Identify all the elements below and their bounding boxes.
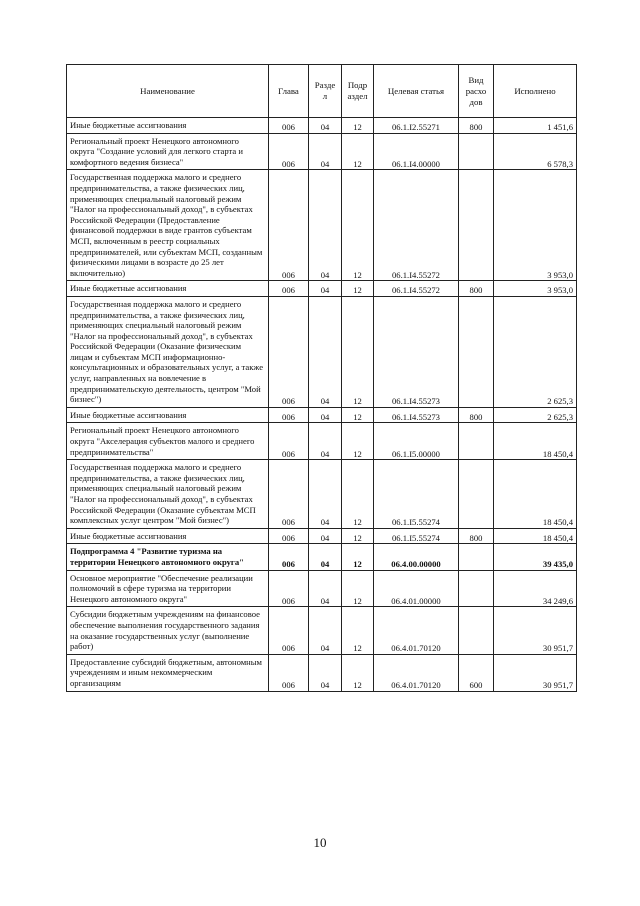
cell-executed: 39 435,0 <box>494 544 577 570</box>
budget-table <box>66 64 577 692</box>
table-row <box>67 570 577 607</box>
cell-target: 06.1.I5.55274 <box>374 460 459 529</box>
table-row <box>67 296 577 407</box>
cell-section: 04 <box>309 570 342 607</box>
cell-subsection: 12 <box>342 407 374 423</box>
cell-executed: 30 951,7 <box>494 654 577 691</box>
table-row <box>67 607 577 654</box>
cell-expense-type <box>459 133 494 170</box>
header-name: Наименование <box>67 65 269 118</box>
cell-chapter: 006 <box>269 423 309 460</box>
cell-subsection: 12 <box>342 654 374 691</box>
cell-target: 06.1.I4.00000 <box>374 133 459 170</box>
cell-expense-type <box>459 607 494 654</box>
cell-name: Региональный проект Ненецкого автономного округа "Акселерация субъектов малого и среднего предпринимательства" <box>67 423 269 460</box>
cell-subsection: 12 <box>342 607 374 654</box>
cell-chapter: 006 <box>269 544 309 570</box>
cell-target: 06.1.I4.55273 <box>374 407 459 423</box>
table-row <box>67 654 577 691</box>
cell-expense-type <box>459 170 494 281</box>
cell-target: 06.1.I5.55274 <box>374 528 459 544</box>
header-section: Разде л <box>309 65 342 118</box>
cell-subsection: 12 <box>342 544 374 570</box>
cell-section: 04 <box>309 118 342 134</box>
cell-chapter: 006 <box>269 607 309 654</box>
cell-section: 04 <box>309 528 342 544</box>
table-row <box>67 281 577 297</box>
cell-executed: 18 450,4 <box>494 460 577 529</box>
cell-name: Иные бюджетные ассигнования <box>67 407 269 423</box>
cell-section: 04 <box>309 654 342 691</box>
cell-name: Государственная поддержка малого и среднего предпринимательства, а также физических лиц, применяющих специальный налоговый режим "Налог на профессиональный доход", в субъектах Российской Федерации (Оказание субъектам МСП комплексных услуг центром "Мой бизнес") <box>67 460 269 529</box>
cell-name: Предоставление субсидий бюджетным, автономным учреждениям и иным некоммерческим организациям <box>67 654 269 691</box>
cell-section: 04 <box>309 423 342 460</box>
cell-expense-type: 800 <box>459 118 494 134</box>
cell-section: 04 <box>309 544 342 570</box>
cell-executed: 30 951,7 <box>494 607 577 654</box>
cell-target: 06.4.00.00000 <box>374 544 459 570</box>
cell-chapter: 006 <box>269 170 309 281</box>
header-target: Целевая статья <box>374 65 459 118</box>
cell-subsection: 12 <box>342 281 374 297</box>
cell-expense-type <box>459 570 494 607</box>
cell-name: Иные бюджетные ассигнования <box>67 281 269 297</box>
cell-executed: 3 953,0 <box>494 170 577 281</box>
cell-section: 04 <box>309 281 342 297</box>
cell-chapter: 006 <box>269 133 309 170</box>
cell-expense-type: 800 <box>459 407 494 423</box>
cell-subsection: 12 <box>342 296 374 407</box>
page-number: 10 <box>313 835 327 850</box>
cell-expense-type <box>459 460 494 529</box>
cell-executed: 34 249,6 <box>494 570 577 607</box>
cell-section: 04 <box>309 407 342 423</box>
cell-chapter: 006 <box>269 118 309 134</box>
cell-chapter: 006 <box>269 570 309 607</box>
cell-subsection: 12 <box>342 118 374 134</box>
cell-subsection: 12 <box>342 570 374 607</box>
cell-expense-type: 800 <box>459 281 494 297</box>
header-executed: Исполнено <box>494 65 577 118</box>
cell-target: 06.1.I4.55272 <box>374 281 459 297</box>
cell-target: 06.4.01.70120 <box>374 654 459 691</box>
cell-subsection: 12 <box>342 133 374 170</box>
table-row <box>67 133 577 170</box>
cell-name: Региональный проект Ненецкого автономного округа "Создание условий для легкого старта и комфортного ведения бизнеса" <box>67 133 269 170</box>
header-expense-type: Вид расхо дов <box>459 65 494 118</box>
table-row <box>67 407 577 423</box>
cell-name: Государственная поддержка малого и среднего предпринимательства, а также физических лиц, применяющих специальный налоговый режим "Налог на профессиональный доход", в субъектах Российской Федерации (Предоставление финансовой поддержки в виде грантов субъектам МСП, включенным в реестр социальных предпринимателей, или субъектам МСП, созданным физическими лицами в возрасте до 25 лет включительно) <box>67 170 269 281</box>
cell-name: Иные бюджетные ассигнования <box>67 528 269 544</box>
cell-expense-type: 600 <box>459 654 494 691</box>
table-body <box>67 118 577 692</box>
cell-subsection: 12 <box>342 170 374 281</box>
cell-subsection: 12 <box>342 528 374 544</box>
table-row <box>67 528 577 544</box>
cell-chapter: 006 <box>269 407 309 423</box>
cell-expense-type <box>459 544 494 570</box>
cell-chapter: 006 <box>269 296 309 407</box>
cell-section: 04 <box>309 170 342 281</box>
cell-executed: 18 450,4 <box>494 528 577 544</box>
cell-name: Основное мероприятие "Обеспечение реализации полномочий в сфере туризма на территории Ненецкого автономного округа" <box>67 570 269 607</box>
cell-target: 06.1.I2.55271 <box>374 118 459 134</box>
table-header-row <box>67 65 577 118</box>
cell-section: 04 <box>309 607 342 654</box>
cell-name: Иные бюджетные ассигнования <box>67 118 269 134</box>
cell-executed: 2 625,3 <box>494 296 577 407</box>
cell-target: 06.1.I4.55272 <box>374 170 459 281</box>
cell-executed: 3 953,0 <box>494 281 577 297</box>
cell-target: 06.1.I5.00000 <box>374 423 459 460</box>
cell-target: 06.4.01.00000 <box>374 570 459 607</box>
cell-name: Субсидии бюджетным учреждениям на финансовое обеспечение выполнения государственного задания на оказание государственных услуг (выполнение работ) <box>67 607 269 654</box>
cell-chapter: 006 <box>269 528 309 544</box>
table-row <box>67 118 577 134</box>
table-row <box>67 423 577 460</box>
cell-executed: 1 451,6 <box>494 118 577 134</box>
cell-name: Государственная поддержка малого и среднего предпринимательства, а также физических лиц, применяющих специальный налоговый режим "Налог на профессиональный доход", в субъектах Российской Федерации (Оказание физическим лицам и субъектам МСП информационно-консультационных и образовательных услуг, а также услуг, направленных на вовлечение в предпринимательскую деятельность, центром "Мой бизнес") <box>67 296 269 407</box>
cell-executed: 18 450,4 <box>494 423 577 460</box>
table-row <box>67 544 577 570</box>
table-row <box>67 460 577 529</box>
cell-chapter: 006 <box>269 654 309 691</box>
cell-target: 06.1.I4.55273 <box>374 296 459 407</box>
cell-executed: 2 625,3 <box>494 407 577 423</box>
cell-section: 04 <box>309 133 342 170</box>
cell-chapter: 006 <box>269 281 309 297</box>
cell-name: Подпрограмма 4 "Развитие туризма на территории Ненецкого автономного округа" <box>67 544 269 570</box>
cell-target: 06.4.01.70120 <box>374 607 459 654</box>
cell-subsection: 12 <box>342 460 374 529</box>
cell-section: 04 <box>309 460 342 529</box>
cell-executed: 6 578,3 <box>494 133 577 170</box>
cell-expense-type: 800 <box>459 528 494 544</box>
cell-subsection: 12 <box>342 423 374 460</box>
cell-chapter: 006 <box>269 460 309 529</box>
header-chapter: Глава <box>269 65 309 118</box>
cell-section: 04 <box>309 296 342 407</box>
cell-expense-type <box>459 296 494 407</box>
cell-expense-type <box>459 423 494 460</box>
table-row <box>67 170 577 281</box>
header-subsection: Подр аздел <box>342 65 374 118</box>
